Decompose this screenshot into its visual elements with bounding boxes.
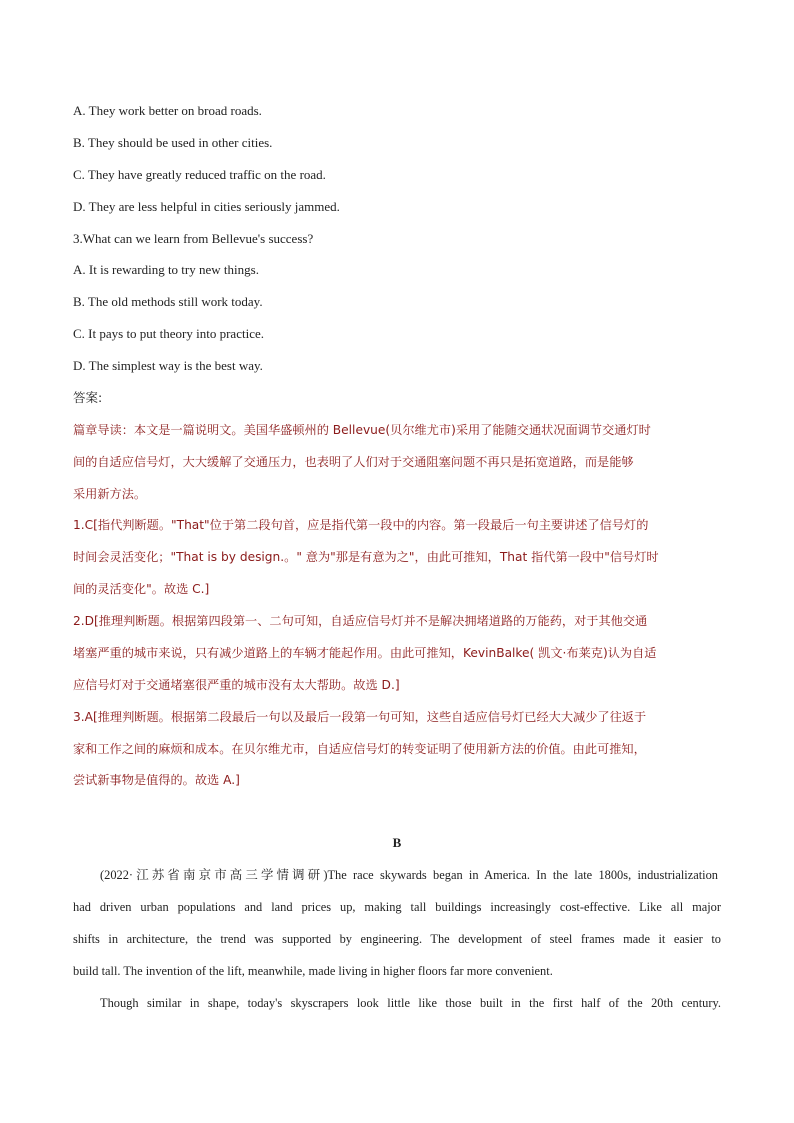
passage-line: shifts in architecture, the trend was supported by engineering. The development of steel frames made it easier to bbox=[73, 932, 721, 946]
q3-option-c: C. It pays to put theory into practice. bbox=[73, 326, 264, 341]
q3-option-b: B. The old methods still work today. bbox=[73, 294, 263, 309]
answer-line: 应信号灯对于交通堵塞很严重的城市没有太大帮助。故选 D.] bbox=[73, 678, 400, 692]
q3-option-a: A. It is rewarding to try new things. bbox=[73, 262, 259, 277]
answer-line: 采用新方法。 bbox=[73, 487, 147, 501]
q2-option-a: A. They work better on broad roads. bbox=[73, 103, 262, 118]
q3-stem: 3.What can we learn from Bellevue's success? bbox=[73, 231, 314, 246]
answer-line: 间的灵活变化"。故选 C.] bbox=[73, 582, 210, 596]
q2-option-b: B. They should be used in other cities. bbox=[73, 135, 273, 150]
section-title: B bbox=[392, 835, 402, 850]
answer-line: 尝试新事物是值得的。故选 A.] bbox=[73, 773, 240, 787]
answer-line: 间的自适应信号灯，大大缓解了交通压力，也表明了人们对于交通阻塞问题不再只是拓宽道路，而是能够 bbox=[73, 455, 634, 469]
answer-line: 2.D[推理判断题。根据第四段第一、二句可知，自适应信号灯并不是解决拥堵道路的万能药，对于其他交通 bbox=[73, 614, 648, 628]
answer-line: 3.A[推理判断题。根据第二段最后一句以及最后一段第一句可知，这些自适应信号灯已经大大减少了往返于 bbox=[73, 710, 647, 724]
passage-line: (2022·江苏省南京市高三学情调研)The race skywards began in America. In the late 1800s, industrialization bbox=[100, 868, 718, 882]
answer-line: 家和工作之间的麻烦和成本。在贝尔维尤市，自适应信号灯的转变证明了使用新方法的价值。由此可推知， bbox=[73, 742, 646, 756]
q2-option-c: C. They have greatly reduced traffic on the road. bbox=[73, 167, 326, 182]
answer-line: 篇章导读：本文是一篇说明文。美国华盛顿州的 Bellevue(贝尔维尤市)采用了能随交通状况面调节交通灯时 bbox=[73, 423, 651, 437]
passage-line: Though similar in shape, today's skyscrapers look little like those built in the first half of the 20th century. bbox=[100, 996, 721, 1010]
q3-option-d: D. The simplest way is the best way. bbox=[73, 358, 263, 373]
answer-line: 堵塞严重的城市来说，只有减少道路上的车辆才能起作用。由此可推知，KevinBalke( 凯文·布莱克)认为自适 bbox=[73, 646, 657, 660]
q2-option-d: D. They are less helpful in cities seriously jammed. bbox=[73, 199, 340, 214]
answer-line: 时间会灵活变化；"That is by design.。" 意为"那是有意为之"，由此可推知，That 指代第一段中"信号灯时 bbox=[73, 550, 659, 564]
answer-line: 1.C[指代判断题。"That"位于第二段句首，应是指代第一段中的内容。第一段最后一句主要讲述了信号灯的 bbox=[73, 518, 649, 532]
answer-label: 答案: bbox=[73, 390, 103, 405]
passage-line: had driven urban populations and land prices up, making tall buildings increasingly cost-effective. Like all major bbox=[73, 900, 721, 914]
passage-line: build tall. The invention of the lift, meanwhile, made living in higher floors far more convenient. bbox=[73, 964, 553, 978]
